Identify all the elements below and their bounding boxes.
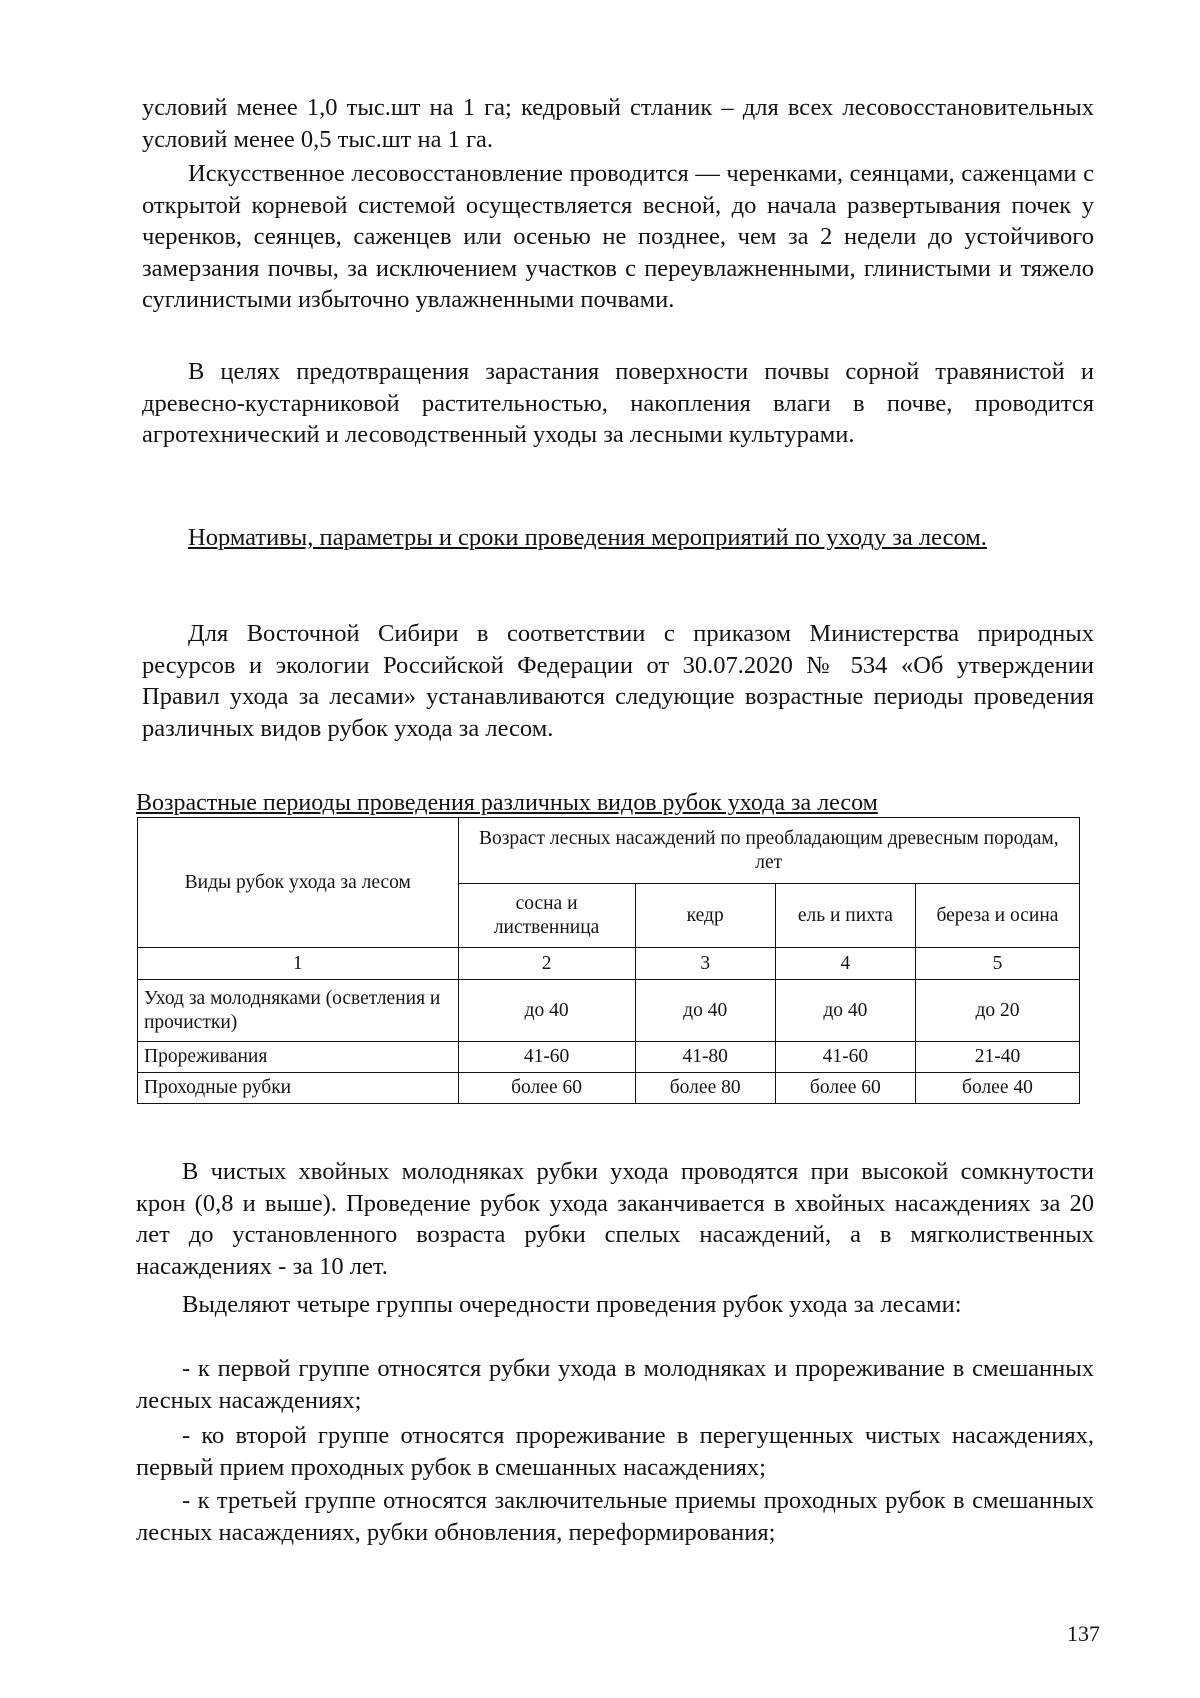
paragraph-forest-culture-care: В целях предотвращения зарастания поверхности почвы сорной травянистой и древесно-кустарниковой растительностью, накопления влаги в почве, проводится агротехнический и лесоводственный уходы за лесными культурами.	[142, 358, 1094, 448]
table-cell: более 60	[775, 1073, 915, 1104]
table-cell: 41-60	[458, 1042, 635, 1073]
table-header-age-group: Возраст лесных насаждений по преобладающим древесным породам, лет	[458, 818, 1079, 884]
table-column-number: 2	[458, 948, 635, 980]
table-cell: до 40	[458, 980, 635, 1042]
table-header-thinning-types: Виды рубок ухода за лесом	[138, 818, 459, 948]
list-item-third-group: - к третьей группе относятся заключительные приемы проходных рубок в смешанных лесных насаждениях, рубки обновления, переформирования;	[136, 1487, 1094, 1546]
table-column-number: 3	[635, 948, 775, 980]
table-row-label: Прореживания	[138, 1042, 459, 1073]
table-header-birch-aspen: береза и осина	[915, 884, 1079, 948]
table-column-number: 5	[915, 948, 1079, 980]
table-cell: более 80	[635, 1073, 775, 1104]
table-cell: 41-80	[635, 1042, 775, 1073]
table-row-numbers	[138, 948, 1080, 980]
table-cell: более 40	[915, 1073, 1079, 1104]
table-row	[138, 980, 1080, 1042]
table-column-number: 4	[775, 948, 915, 980]
paragraph-reforestation-norms: условий менее 1,0 тыс.шт на 1 га; кедровый стланик – для всех лесовосстановительных условий менее 0,5 тыс.шт на 1 га.	[142, 94, 1094, 153]
paragraph-east-siberia-order: Для Восточной Сибири в соответствии с приказом Министерства природных ресурсов и экологии Российской Федерации от 30.07.2020 № 534 «Об утверждении Правил ухода за лесами» устанавливаются следующие возрастные периоды проведения различных видов рубок ухода за лесом.	[142, 620, 1094, 742]
table-header-pine-larch: сосна и лиственница	[458, 884, 635, 948]
paragraph-conifer-thinning: В чистых хвойных молодняках рубки ухода проводятся при высокой сомкнутости крон (0,8 и выше). Проведение рубок ухода заканчивается в хвойных насаждениях за 20 лет до установленного возраста рубки спелых насаждений, а в мягколиственных насаждениях - за 10 лет.	[136, 1158, 1094, 1280]
page-number: 137	[1067, 1621, 1100, 1646]
list-item-second-group: - ко второй группе относятся прореживание в перегущенных чистых насаждениях, первый прием проходных рубок в смешанных насаждениях;	[136, 1422, 1094, 1481]
table-header-cedar: кедр	[635, 884, 775, 948]
table-row	[138, 1042, 1080, 1073]
table-cell: до 40	[775, 980, 915, 1042]
list-item-first-group: - к первой группе относятся рубки ухода в молодняках и прореживание в смешанных лесных насаждениях;	[136, 1355, 1094, 1414]
table-row-label: Проходные рубки	[138, 1073, 459, 1104]
paragraph-priority-groups: Выделяют четыре группы очередности проведения рубок ухода за лесами:	[182, 1291, 962, 1318]
table-column-number: 1	[138, 948, 459, 980]
table-cell: более 60	[458, 1073, 635, 1104]
paragraph-artificial-reforestation: Искусственное лесовосстановление проводится — черенками, сеянцами, саженцами с открытой корневой системой осуществляется весной, до начала развертывания почек у черенков, сеянцев, саженцев или осенью не позднее, чем за 2 недели до устойчивого замерзания почвы, за исключением участков с переувлажненными, глинистыми и тяжело суглинистыми избыточно увлажненными почвами.	[142, 160, 1094, 313]
table-caption: Возрастные периоды проведения различных видов рубок ухода за лесом	[136, 790, 878, 816]
table-cell: 41-60	[775, 1042, 915, 1073]
table-row	[138, 1073, 1080, 1104]
table-cell: до 40	[635, 980, 775, 1042]
table-row-label: Уход за молодняками (осветления и прочистки)	[138, 980, 459, 1042]
table-cell: 21-40	[915, 1042, 1079, 1073]
thinning-periods-table	[137, 817, 1080, 1104]
table-header-spruce-fir: ель и пихта	[775, 884, 915, 948]
table-cell: до 20	[915, 980, 1079, 1042]
section-heading: Нормативы, параметры и сроки проведения мероприятий по уходу за лесом.	[188, 524, 987, 551]
